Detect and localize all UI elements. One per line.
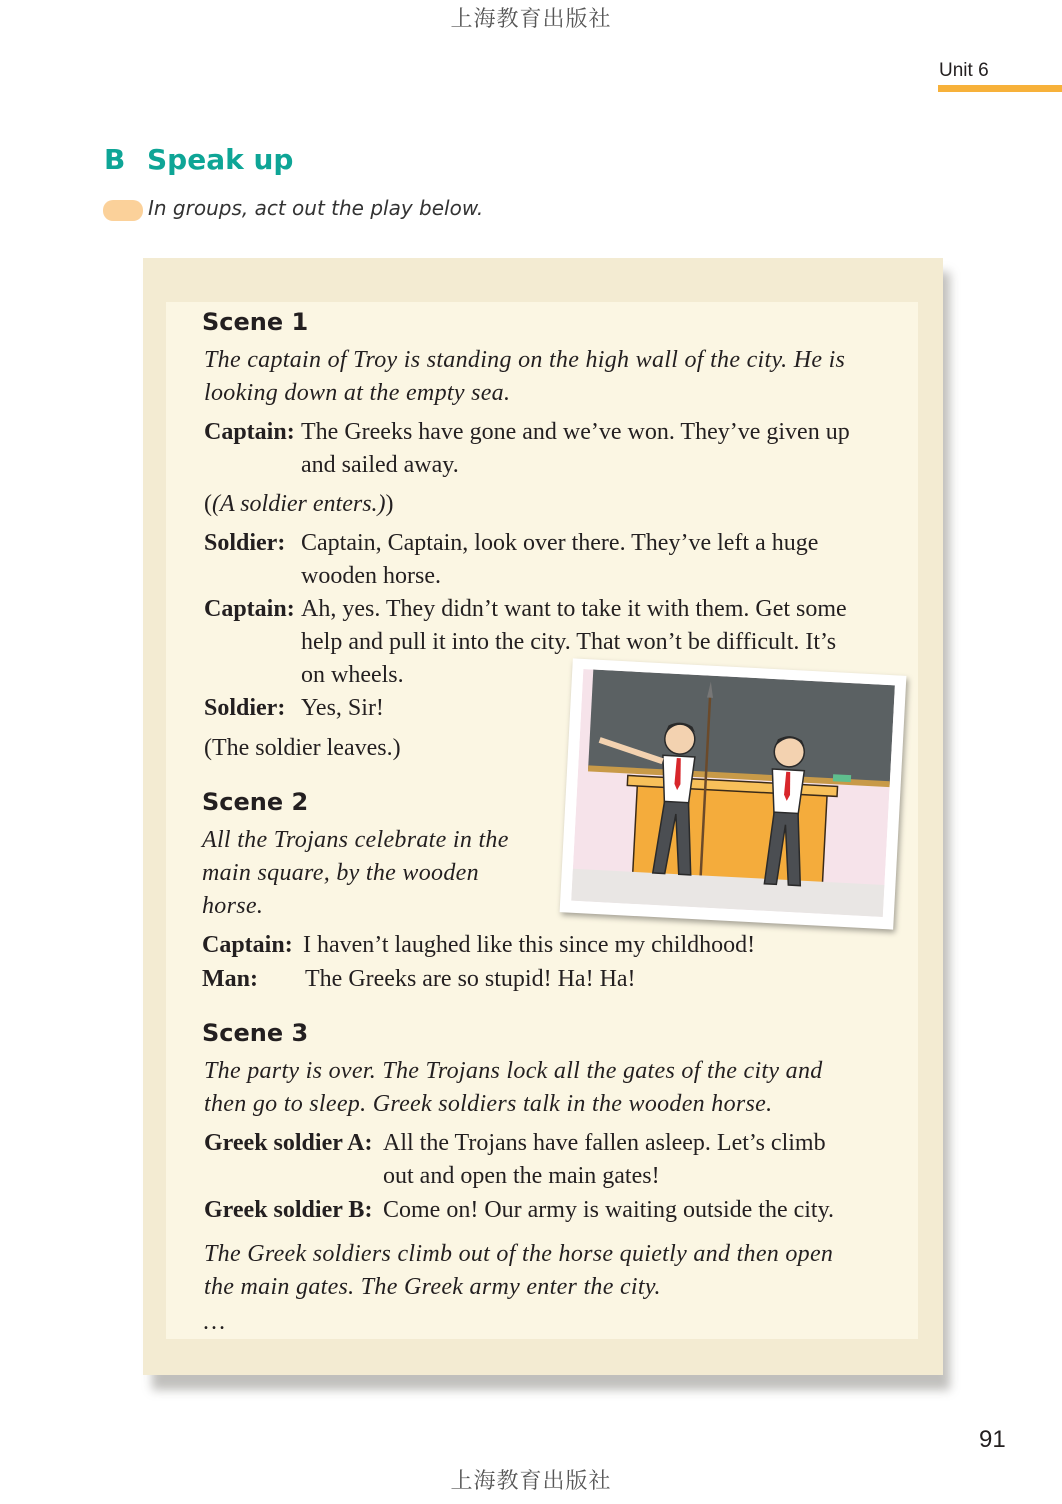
classroom-scene-image (571, 669, 895, 917)
speaker-label: Captain: (204, 596, 295, 622)
dialogue-captain-1 (204, 416, 904, 482)
scene-3-direction-line-2: then go to sleep. Greek soldiers talk in the wooden horse. (204, 1091, 773, 1117)
scene-1-direction-line-1: The captain of Troy is standing on the high wall of the city. He is (204, 347, 846, 373)
dialogue-greek-b (204, 1194, 904, 1227)
dialogue-line: Captain, Captain, look over there. They’ve left a huge (301, 530, 819, 556)
dialogue-line: on wheels. (301, 662, 404, 688)
scene-3-closing-line-2: the main gates. The Greek army enter the city. (204, 1274, 661, 1300)
scene-1-title: Scene 1 (202, 308, 309, 336)
dialogue-soldier-1 (204, 527, 904, 593)
speaker-label: Man: (202, 966, 258, 992)
classroom-illustration (560, 658, 907, 929)
scene-2-direction-line-3: horse. (202, 893, 264, 919)
dialogue-line: Come on! Our army is waiting outside the city. (383, 1197, 835, 1223)
scene-3-title: Scene 3 (202, 1019, 309, 1047)
dialogue-line: All the Trojans have fallen asleep. Let’s climb (383, 1130, 826, 1156)
dialogue-soldier-2 (204, 692, 504, 725)
speaker-label: Soldier: (204, 530, 286, 556)
dialogue-line: The Greeks have gone and we’ve won. They’ve given up (301, 419, 850, 445)
dialogue-line: and sailed away. (301, 452, 459, 478)
dialogue-captain-3 (202, 929, 902, 962)
instruction-text: In groups, act out the play below. (148, 196, 484, 220)
stage-direction-enter: ((A soldier enters.)) (204, 491, 394, 517)
speaker-label: Captain: (204, 419, 295, 445)
section-letter: B (104, 143, 126, 176)
page-number: 91 (979, 1426, 1006, 1453)
dialogue-line: wooden horse. (301, 563, 441, 589)
stage-direction-leave: (The soldier leaves.) (204, 735, 401, 761)
scene-1-direction-line-2: looking down at the empty sea. (204, 380, 511, 406)
section-heading (104, 143, 293, 176)
speaker-label: Greek soldier A: (204, 1130, 373, 1156)
publisher-header: 上海教育出版社 (450, 7, 612, 32)
scene-2-direction-line-1: All the Trojans celebrate in the (202, 827, 509, 853)
dialogue-man (202, 963, 902, 996)
publisher-footer: 上海教育出版社 (450, 1469, 612, 1494)
scene-2-title: Scene 2 (202, 788, 309, 816)
instruction-marker (103, 200, 143, 221)
speaker-label: Captain: (202, 932, 293, 958)
speaker-label: Soldier: (204, 695, 286, 721)
scene-2-direction-line-2: main square, by the wooden (202, 860, 479, 886)
section-title: Speak up (147, 143, 294, 176)
unit-bar (938, 85, 1062, 92)
scene-3-direction-line-1: The party is over. The Trojans lock all the gates of the city and (204, 1058, 823, 1084)
dialogue-line: help and pull it into the city. That won’t be difficult. It’s (301, 629, 837, 655)
scene-3-closing-line-1: The Greek soldiers climb out of the horse quietly and then open (204, 1241, 834, 1267)
stage-direction-text: (A soldier enters.) (212, 491, 386, 517)
dialogue-line: Ah, yes. They didn’t want to take it with them. Get some (301, 596, 847, 622)
dialogue-line: out and open the main gates! (383, 1163, 660, 1189)
dialogue-line: Yes, Sir! (301, 695, 384, 721)
dialogue-greek-a (204, 1127, 904, 1193)
dialogue-line: I haven’t laughed like this since my childhood! (303, 932, 756, 958)
unit-label: Unit 6 (939, 60, 989, 81)
dialogue-line: The Greeks are so stupid! Ha! Ha! (305, 966, 636, 992)
ellipsis: … (202, 1309, 226, 1335)
speaker-label: Greek soldier B: (204, 1197, 373, 1223)
